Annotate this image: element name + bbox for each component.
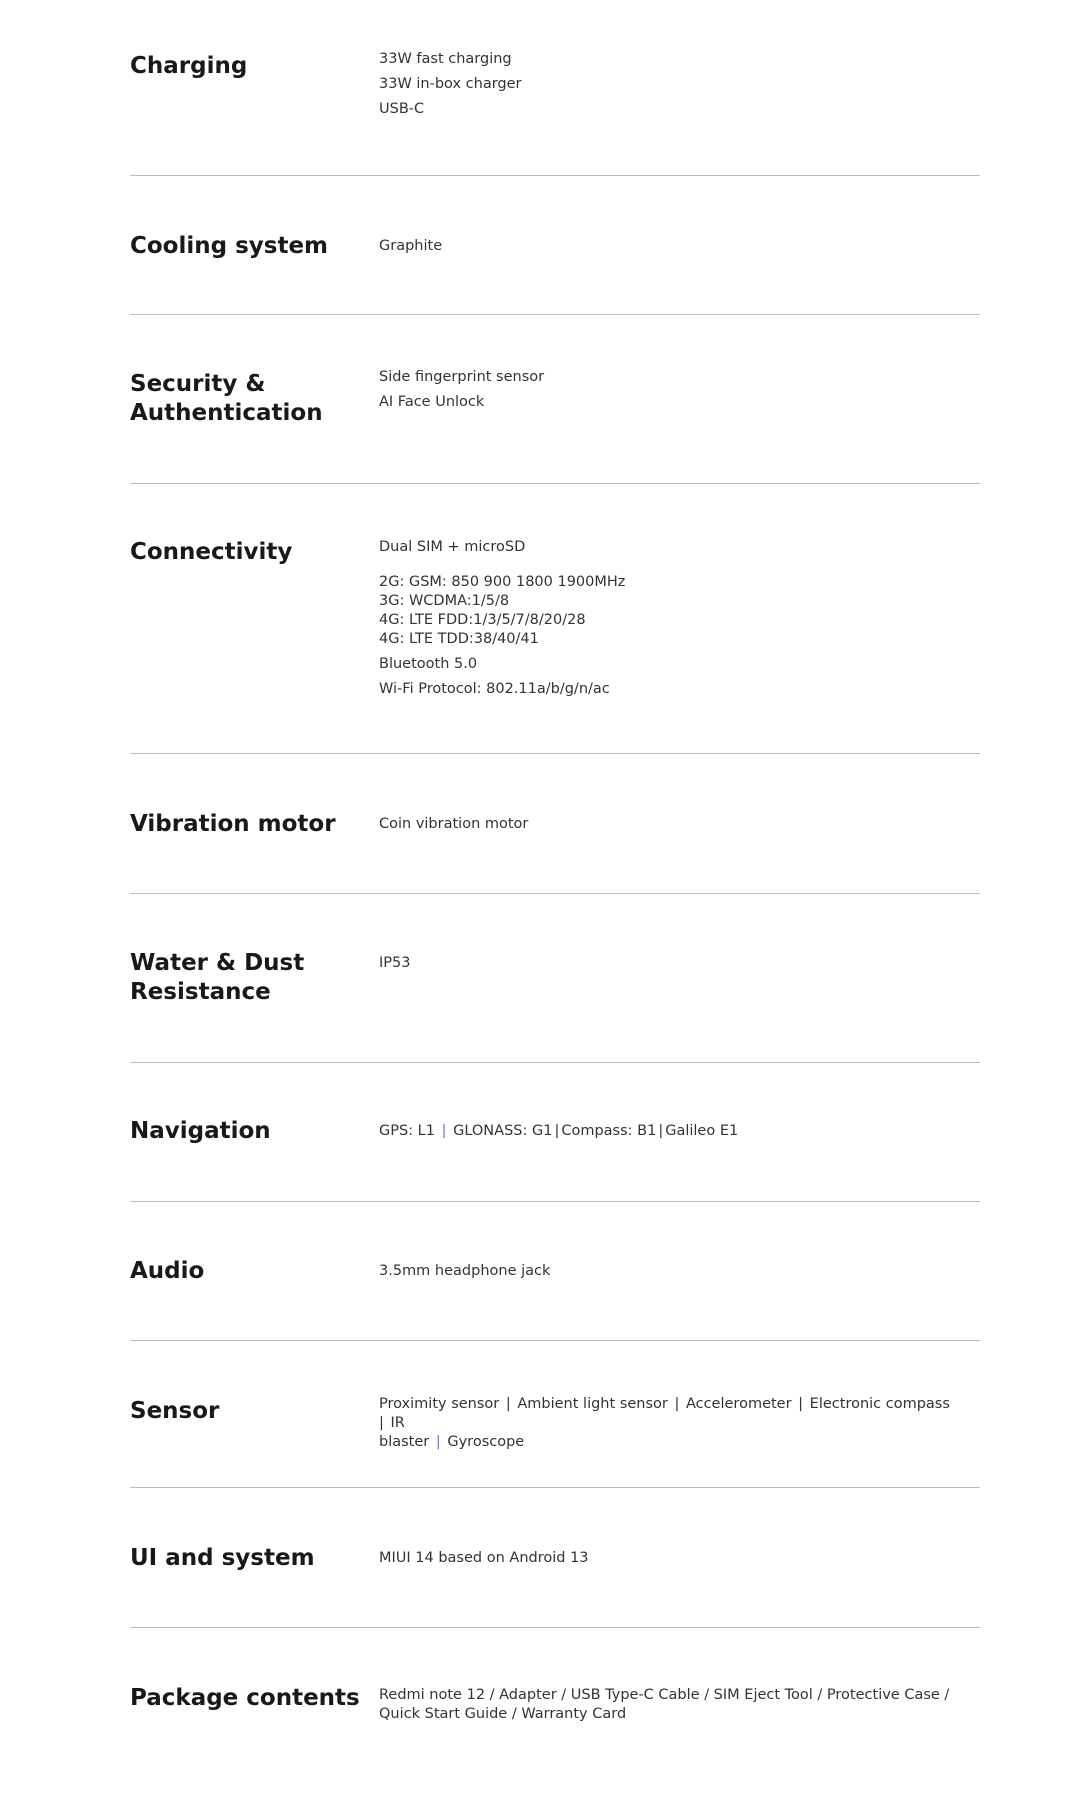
spec-value: IP53: [379, 955, 411, 971]
separator: |: [501, 1396, 516, 1412]
spec-values-navigation: [379, 1122, 959, 1147]
spec-value-wifi: Wi-Fi Protocol: 802.11a/b/g/n/ac: [379, 681, 610, 697]
spec-value-navigation-list: [379, 1122, 959, 1141]
spec-value: Quick Start Guide / Warranty Card: [379, 1706, 627, 1722]
spec-label-ui-and-system: UI and system: [130, 1545, 315, 1571]
divider: [130, 1062, 980, 1063]
spec-value-sensor-line1: [379, 1395, 959, 1433]
spec-value: blaster: [379, 1434, 430, 1450]
separator: |: [658, 1123, 664, 1139]
spec-label-cooling-system: Cooling system: [130, 233, 329, 259]
spec-label-package-contents: Package contents: [130, 1685, 360, 1711]
spec-label-sensor: Sensor: [130, 1398, 220, 1424]
separator: |: [669, 1396, 684, 1412]
spec-value: 33W fast charging: [379, 51, 512, 67]
separator: |: [435, 1434, 446, 1450]
spec-label-connectivity: Connectivity: [130, 539, 293, 565]
spec-values-ui-and-system: [379, 1549, 959, 1574]
spec-value: Ambient light sensor: [517, 1396, 668, 1412]
separator: |: [554, 1123, 560, 1139]
divider: [130, 483, 980, 484]
spec-value: 3.5mm headphone jack: [379, 1263, 551, 1279]
spec-value: Proximity sensor: [379, 1396, 500, 1412]
spec-value: USB-C: [379, 101, 425, 117]
divider: [130, 314, 980, 315]
spec-label-audio: Audio: [130, 1258, 205, 1284]
spec-values-connectivity: [379, 538, 959, 705]
spec-values-charging: [379, 50, 959, 125]
divider: [130, 1340, 980, 1341]
separator: |: [379, 1415, 389, 1431]
spec-values-security-authentication: [379, 368, 959, 418]
spec-value: Galileo E1: [665, 1123, 739, 1139]
divider: [130, 175, 980, 176]
divider: [130, 753, 980, 754]
spec-label-security-authentication: [130, 370, 360, 428]
spec-label-water-dust-resistance: [130, 949, 360, 1007]
spec-values-package-contents: [379, 1686, 959, 1730]
spec-value: Compass: B1: [561, 1123, 657, 1139]
spec-value: Side fingerprint sensor: [379, 369, 545, 385]
spec-label-navigation: Navigation: [130, 1118, 271, 1144]
spec-values-vibration-motor: [379, 815, 959, 840]
separator: |: [793, 1396, 808, 1412]
spec-value: Gyroscope: [447, 1434, 525, 1450]
spec-value: Accelerometer: [685, 1396, 792, 1412]
spec-label-vibration-motor: Vibration motor: [130, 811, 336, 837]
spec-values-cooling-system: [379, 237, 959, 262]
spec-value: 2G: GSM: 850 900 1800 1900MHz: [379, 574, 626, 590]
spec-value: Redmi note 12 / Adapter / USB Type-C Cable / SIM Eject Tool / Protective Case /: [379, 1687, 950, 1703]
spec-label-line: Authentication: [130, 400, 323, 426]
spec-value: 4G: LTE FDD:1/3/5/7/8/20/28: [379, 612, 586, 628]
spec-values-sensor: [379, 1395, 959, 1458]
divider: [130, 1627, 980, 1628]
spec-value-bands: [379, 573, 959, 649]
spec-value: GLONASS: G1: [453, 1123, 553, 1139]
spec-label-charging: Charging: [130, 53, 248, 79]
spec-value: Electronic compass: [809, 1396, 950, 1412]
spec-label-line: Resistance: [130, 979, 271, 1005]
spec-value: MIUI 14 based on Android 13: [379, 1550, 589, 1566]
divider: [130, 1201, 980, 1202]
spec-value: Coin vibration motor: [379, 816, 529, 832]
spec-value: AI Face Unlock: [379, 394, 485, 410]
spec-value: GPS: L1: [379, 1123, 435, 1139]
spec-label-line: Water & Dust: [130, 950, 305, 976]
spec-value-sensor-line2: [379, 1433, 959, 1452]
spec-value: 4G: LTE TDD:38/40/41: [379, 631, 539, 647]
separator: |: [441, 1123, 452, 1139]
spec-value: IR: [390, 1415, 405, 1431]
spec-label-line: Security &: [130, 371, 266, 397]
spec-value: 3G: WCDMA:1/5/8: [379, 593, 510, 609]
spec-value: Graphite: [379, 238, 443, 254]
spec-value-sim: Dual SIM + microSD: [379, 539, 526, 555]
divider: [130, 1487, 980, 1488]
spec-value-bluetooth: Bluetooth 5.0: [379, 656, 478, 672]
spec-value: 33W in-box charger: [379, 76, 522, 92]
spec-values-water-dust-resistance: [379, 954, 959, 979]
spec-values-audio: [379, 1262, 959, 1287]
divider: [130, 893, 980, 894]
